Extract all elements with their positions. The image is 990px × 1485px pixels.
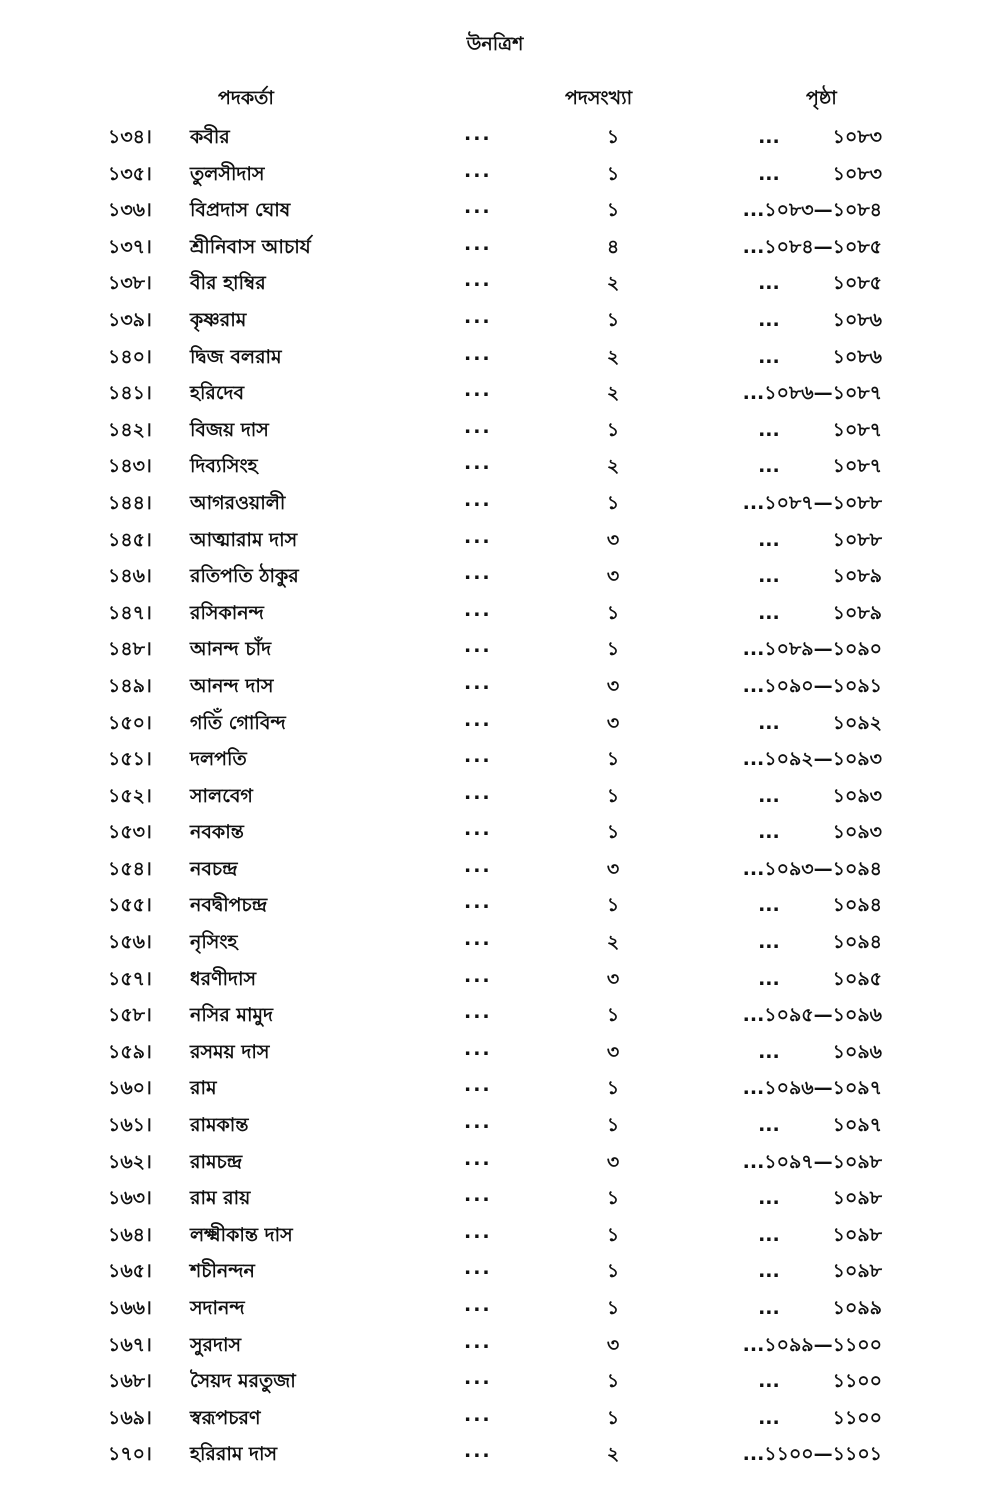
- column-header-page: পৃষ্ঠা: [806, 87, 837, 109]
- row-verse-count: ১: [606, 601, 620, 624]
- row-author-name: আনন্দ দাস: [190, 674, 274, 697]
- row-verse-count: ১: [606, 491, 620, 514]
- row-page-range: ... ১০৮৩: [758, 162, 882, 185]
- row-page-range: ...১০৮৭—১০৮৮: [742, 491, 882, 514]
- row-serial: ১৫০।: [108, 711, 152, 734]
- row-leader-dots: ...: [464, 854, 492, 877]
- row-leader-dots: ...: [464, 708, 492, 731]
- row-serial: ১৪৭।: [108, 601, 152, 624]
- row-author-name: তুলসীদাস: [190, 162, 265, 185]
- row-verse-count: ২: [606, 931, 620, 954]
- row-serial: ১৫৪।: [108, 857, 152, 880]
- row-serial: ১৬৫।: [108, 1260, 152, 1283]
- row-serial: ১৪০।: [108, 345, 152, 368]
- row-author-name: দলপতি: [190, 748, 247, 771]
- row-verse-count: ১: [606, 821, 620, 844]
- row-leader-dots: ...: [464, 1403, 492, 1426]
- row-author-name: শচীনন্দন: [190, 1260, 255, 1283]
- row-serial: ১৬৯।: [108, 1406, 152, 1429]
- row-page-range: ... ১০৮৯: [758, 601, 882, 624]
- row-verse-count: ৩: [606, 1333, 620, 1356]
- row-author-name: আগরওয়ালী: [190, 491, 286, 514]
- row-page-range: ... ১০৯৮: [758, 1187, 882, 1210]
- table-row: [0, 885, 990, 922]
- row-verse-count: ৩: [606, 674, 620, 697]
- row-serial: ১৬৪।: [108, 1223, 152, 1246]
- row-author-name: রতিপতি ঠাকুর: [190, 565, 299, 588]
- row-serial: ১৩৪।: [108, 126, 152, 148]
- row-leader-dots: ...: [464, 488, 492, 511]
- row-leader-dots: ...: [464, 1330, 492, 1353]
- table-row: [0, 483, 990, 520]
- table-row: [0, 300, 990, 337]
- index-table: [0, 117, 990, 1471]
- row-serial: ১৪৯।: [108, 674, 152, 697]
- row-leader-dots: ...: [464, 562, 492, 585]
- row-leader-dots: ...: [464, 671, 492, 694]
- row-serial: ১৬২।: [108, 1150, 152, 1173]
- row-leader-dots: ...: [464, 598, 492, 621]
- table-row: [0, 1434, 990, 1471]
- row-leader-dots: ...: [464, 305, 492, 328]
- table-row: [0, 666, 990, 703]
- row-verse-count: ১: [606, 1297, 620, 1319]
- row-page-range: ... ১০৮৬: [758, 308, 882, 331]
- row-verse-count: ১: [606, 308, 620, 331]
- row-serial: ১৫৯।: [108, 1040, 152, 1063]
- row-leader-dots: ...: [464, 1037, 492, 1060]
- table-row: [0, 1068, 990, 1105]
- row-verse-count: ৩: [606, 565, 620, 588]
- row-verse-count: ৩: [606, 857, 620, 880]
- table-row: [0, 410, 990, 447]
- row-page-range: ... ১০৯৩: [758, 784, 882, 807]
- row-verse-count: ১: [606, 1077, 620, 1100]
- table-row: [0, 1251, 990, 1288]
- row-author-name: নসির মামুদ: [190, 1004, 273, 1027]
- table-row: [0, 337, 990, 374]
- row-author-name: রাম: [190, 1077, 217, 1100]
- row-author-name: আত্মারাম দাস: [190, 528, 298, 551]
- row-serial: ১৩৯।: [108, 308, 152, 331]
- row-author-name: কৃষ্ণরাম: [190, 308, 247, 331]
- row-verse-count: ১: [606, 199, 620, 222]
- row-page-range: ... ১০৯৯: [758, 1297, 882, 1319]
- row-page-range: ... ১০৮৯: [758, 565, 882, 588]
- row-page-range: ... ১০৮৩: [758, 126, 882, 148]
- row-page-range: ... ১০৯২: [758, 711, 882, 734]
- table-row: [0, 227, 990, 264]
- row-leader-dots: ...: [464, 269, 492, 292]
- row-author-name: হরিরাম দাস: [190, 1443, 278, 1466]
- row-author-name: রসময় দাস: [190, 1040, 270, 1063]
- table-row: [0, 1142, 990, 1179]
- row-verse-count: ৪: [606, 235, 620, 258]
- table-row: [0, 849, 990, 886]
- row-page-range: ...১০৯৫—১০৯৬: [742, 1004, 882, 1027]
- row-leader-dots: ...: [464, 1111, 492, 1134]
- row-author-name: সুরদাস: [190, 1333, 242, 1356]
- row-page-range: ...১১০০—১১০১: [742, 1443, 882, 1466]
- row-serial: ১৫১।: [108, 748, 152, 771]
- row-leader-dots: ...: [464, 928, 492, 951]
- table-row: [0, 1105, 990, 1142]
- row-serial: ১৩৫।: [108, 162, 152, 185]
- row-page-range: ... ১১০০: [758, 1370, 882, 1393]
- row-page-range: ... ১০৯৭: [758, 1114, 882, 1137]
- row-verse-count: ১: [606, 638, 620, 661]
- row-verse-count: ১: [606, 162, 620, 185]
- row-page-range: ... ১০৮৬: [758, 345, 882, 368]
- row-verse-count: ১: [606, 1004, 620, 1027]
- table-row: [0, 520, 990, 557]
- row-author-name: নবকান্ত: [190, 821, 244, 844]
- row-leader-dots: ...: [464, 1074, 492, 1097]
- row-author-name: নৃসিংহ: [190, 931, 238, 954]
- row-serial: ১৫২।: [108, 784, 152, 807]
- row-author-name: সৈয়দ মরতুজা: [190, 1370, 296, 1393]
- row-leader-dots: ...: [464, 196, 492, 219]
- row-serial: ১৪৩।: [108, 455, 152, 478]
- table-row: [0, 776, 990, 813]
- row-serial: ১৫৫।: [108, 894, 152, 917]
- row-author-name: নবচন্দ্র: [190, 857, 238, 880]
- row-leader-dots: ...: [464, 635, 492, 658]
- row-leader-dots: ...: [464, 1294, 492, 1316]
- row-verse-count: ১: [606, 418, 620, 441]
- row-verse-count: ১: [606, 894, 620, 917]
- row-author-name: লক্ষ্মীকান্ত দাস: [190, 1223, 293, 1246]
- row-page-range: ... ১০৯৮: [758, 1223, 882, 1246]
- row-leader-dots: ...: [464, 342, 492, 365]
- table-row: [0, 593, 990, 630]
- row-leader-dots: ...: [464, 1001, 492, 1024]
- row-page-range: ...১০৮৩—১০৮৪: [742, 199, 882, 222]
- row-leader-dots: ...: [464, 1184, 492, 1207]
- row-author-name: রামচন্দ্র: [190, 1150, 243, 1173]
- row-leader-dots: ...: [464, 379, 492, 402]
- row-serial: ১৫৮।: [108, 1004, 152, 1027]
- table-row: [0, 703, 990, 740]
- row-author-name: রাম রায়: [190, 1187, 251, 1210]
- row-verse-count: ২: [606, 382, 620, 405]
- row-leader-dots: ...: [464, 525, 492, 548]
- row-verse-count: ১: [606, 1187, 620, 1210]
- row-verse-count: ১: [606, 1223, 620, 1246]
- row-author-name: রসিকানন্দ: [190, 601, 264, 624]
- row-serial: ১৭০।: [108, 1443, 152, 1466]
- row-verse-count: ৩: [606, 528, 620, 551]
- row-serial: ১৫৩।: [108, 821, 152, 844]
- page-title: উনত্রিশ: [466, 33, 524, 55]
- row-page-range: ... ১০৯৫: [758, 967, 882, 990]
- row-leader-dots: ...: [464, 123, 492, 145]
- row-author-name: ধরণীদাস: [190, 967, 257, 990]
- row-leader-dots: ...: [464, 891, 492, 914]
- row-verse-count: ১: [606, 748, 620, 771]
- row-serial: ১৪৫।: [108, 528, 152, 551]
- row-page-range: ...১০৯২—১০৯৩: [742, 748, 882, 771]
- row-serial: ১৩৮।: [108, 272, 152, 295]
- row-verse-count: ৩: [606, 1040, 620, 1063]
- table-row: [0, 1325, 990, 1362]
- row-serial: ১৩৬।: [108, 199, 152, 222]
- row-page-range: ...১০৯৭—১০৯৮: [742, 1150, 882, 1173]
- row-leader-dots: ...: [464, 781, 492, 804]
- table-row: [0, 117, 990, 154]
- row-serial: ১৫৭।: [108, 967, 152, 990]
- table-row: [0, 812, 990, 849]
- row-verse-count: ৩: [606, 1150, 620, 1173]
- row-page-range: ... ১০৮৮: [758, 528, 882, 551]
- row-page-range: ... ১০৯৪: [758, 931, 882, 954]
- row-verse-count: ৩: [606, 967, 620, 990]
- row-verse-count: ১: [606, 1260, 620, 1283]
- row-serial: ১৪২।: [108, 418, 152, 441]
- table-row: [0, 739, 990, 776]
- row-page-range: ... ১০৯৬: [758, 1040, 882, 1063]
- row-leader-dots: ...: [464, 1367, 492, 1390]
- row-author-name: গতিঁ গোবিন্দ: [190, 711, 286, 734]
- table-row: [0, 446, 990, 483]
- row-author-name: সালবেগ: [190, 784, 253, 807]
- row-page-range: ...১০৯০—১০৯১: [742, 674, 882, 697]
- row-serial: ১৫৬।: [108, 931, 152, 954]
- row-serial: ১৬৮।: [108, 1370, 152, 1393]
- row-serial: ১৬৭।: [108, 1333, 152, 1356]
- row-verse-count: ২: [606, 455, 620, 478]
- table-row: [0, 995, 990, 1032]
- row-author-name: রামকান্ত: [190, 1114, 249, 1137]
- table-row: [0, 922, 990, 959]
- row-author-name: হরিদেব: [190, 382, 245, 405]
- row-author-name: আনন্দ চাঁদ: [190, 638, 272, 661]
- row-page-range: ...১০৯৯—১১০০: [742, 1333, 882, 1356]
- row-author-name: নবদ্বীপচন্দ্র: [190, 894, 268, 917]
- row-verse-count: ৩: [606, 711, 620, 734]
- row-page-range: ... ১০৮৭: [758, 418, 882, 441]
- column-header-count: পদসংখ্যা: [565, 87, 633, 109]
- table-row: [0, 1398, 990, 1435]
- row-author-name: কবীর: [190, 126, 230, 148]
- row-author-name: দিব্যসিংহ: [190, 455, 258, 478]
- table-row: [0, 959, 990, 996]
- row-author-name: বিপ্রদাস ঘোষ: [190, 199, 291, 222]
- row-leader-dots: ...: [464, 1257, 492, 1280]
- row-leader-dots: ...: [464, 818, 492, 841]
- row-verse-count: ২: [606, 345, 620, 368]
- row-serial: ১৩৭।: [108, 235, 152, 258]
- table-row: [0, 556, 990, 593]
- row-author-name: বীর হাম্বির: [190, 272, 266, 295]
- row-page-range: ...১০৮৯—১০৯০: [742, 638, 882, 661]
- row-serial: ১৬৬।: [108, 1297, 152, 1319]
- row-serial: ১৪৬।: [108, 565, 152, 588]
- table-row: [0, 1178, 990, 1215]
- row-page-range: ... ১০৯৪: [758, 894, 882, 917]
- row-verse-count: ১: [606, 784, 620, 807]
- row-leader-dots: ...: [464, 452, 492, 475]
- row-serial: ১৬০।: [108, 1077, 152, 1100]
- row-page-range: ...১০৯৩—১০৯৪: [742, 857, 882, 880]
- row-leader-dots: ...: [464, 1220, 492, 1243]
- row-page-range: ... ১০৮৭: [758, 455, 882, 478]
- row-serial: ১৬১।: [108, 1114, 152, 1137]
- row-leader-dots: ...: [464, 159, 492, 182]
- row-author-name: সদানন্দ: [190, 1297, 245, 1319]
- table-row: [0, 190, 990, 227]
- row-page-range: ... ১১০০: [758, 1406, 882, 1429]
- table-row: [0, 1032, 990, 1069]
- table-row: [0, 1215, 990, 1252]
- column-header-author: পদকর্তা: [218, 87, 274, 109]
- row-page-range: ...১০৯৬—১০৯৭: [742, 1077, 882, 1100]
- row-verse-count: ১: [606, 1370, 620, 1393]
- table-row: [0, 263, 990, 300]
- row-author-name: শ্রীনিবাস আচার্য: [190, 235, 311, 258]
- row-author-name: দ্বিজ বলরাম: [190, 345, 282, 368]
- table-row: [0, 1361, 990, 1398]
- row-serial: ১৪৮।: [108, 638, 152, 661]
- row-leader-dots: ...: [464, 1440, 492, 1463]
- row-serial: ১৪৪।: [108, 491, 152, 514]
- row-leader-dots: ...: [464, 964, 492, 987]
- row-page-range: ...১০৮৪—১০৮৫: [742, 235, 882, 258]
- row-leader-dots: ...: [464, 415, 492, 438]
- row-page-range: ...১০৮৬—১০৮৭: [742, 382, 882, 405]
- row-leader-dots: ...: [464, 745, 492, 768]
- row-author-name: স্বরূপচরণ: [190, 1406, 261, 1429]
- table-row: [0, 373, 990, 410]
- row-verse-count: ১: [606, 1114, 620, 1137]
- row-leader-dots: ...: [464, 1147, 492, 1170]
- table-row: [0, 629, 990, 666]
- row-serial: ১৬৩।: [108, 1187, 152, 1210]
- table-row: [0, 1288, 990, 1325]
- row-author-name: বিজয় দাস: [190, 418, 269, 441]
- row-page-range: ... ১০৯৩: [758, 821, 882, 844]
- row-verse-count: ২: [606, 272, 620, 295]
- row-verse-count: ১: [606, 1406, 620, 1429]
- row-page-range: ... ১০৮৫: [758, 272, 882, 295]
- table-row: [0, 154, 990, 191]
- row-page-range: ... ১০৯৮: [758, 1260, 882, 1283]
- row-serial: ১৪১।: [108, 382, 152, 405]
- row-verse-count: ২: [606, 1443, 620, 1466]
- row-verse-count: ১: [606, 126, 620, 148]
- row-leader-dots: ...: [464, 232, 492, 255]
